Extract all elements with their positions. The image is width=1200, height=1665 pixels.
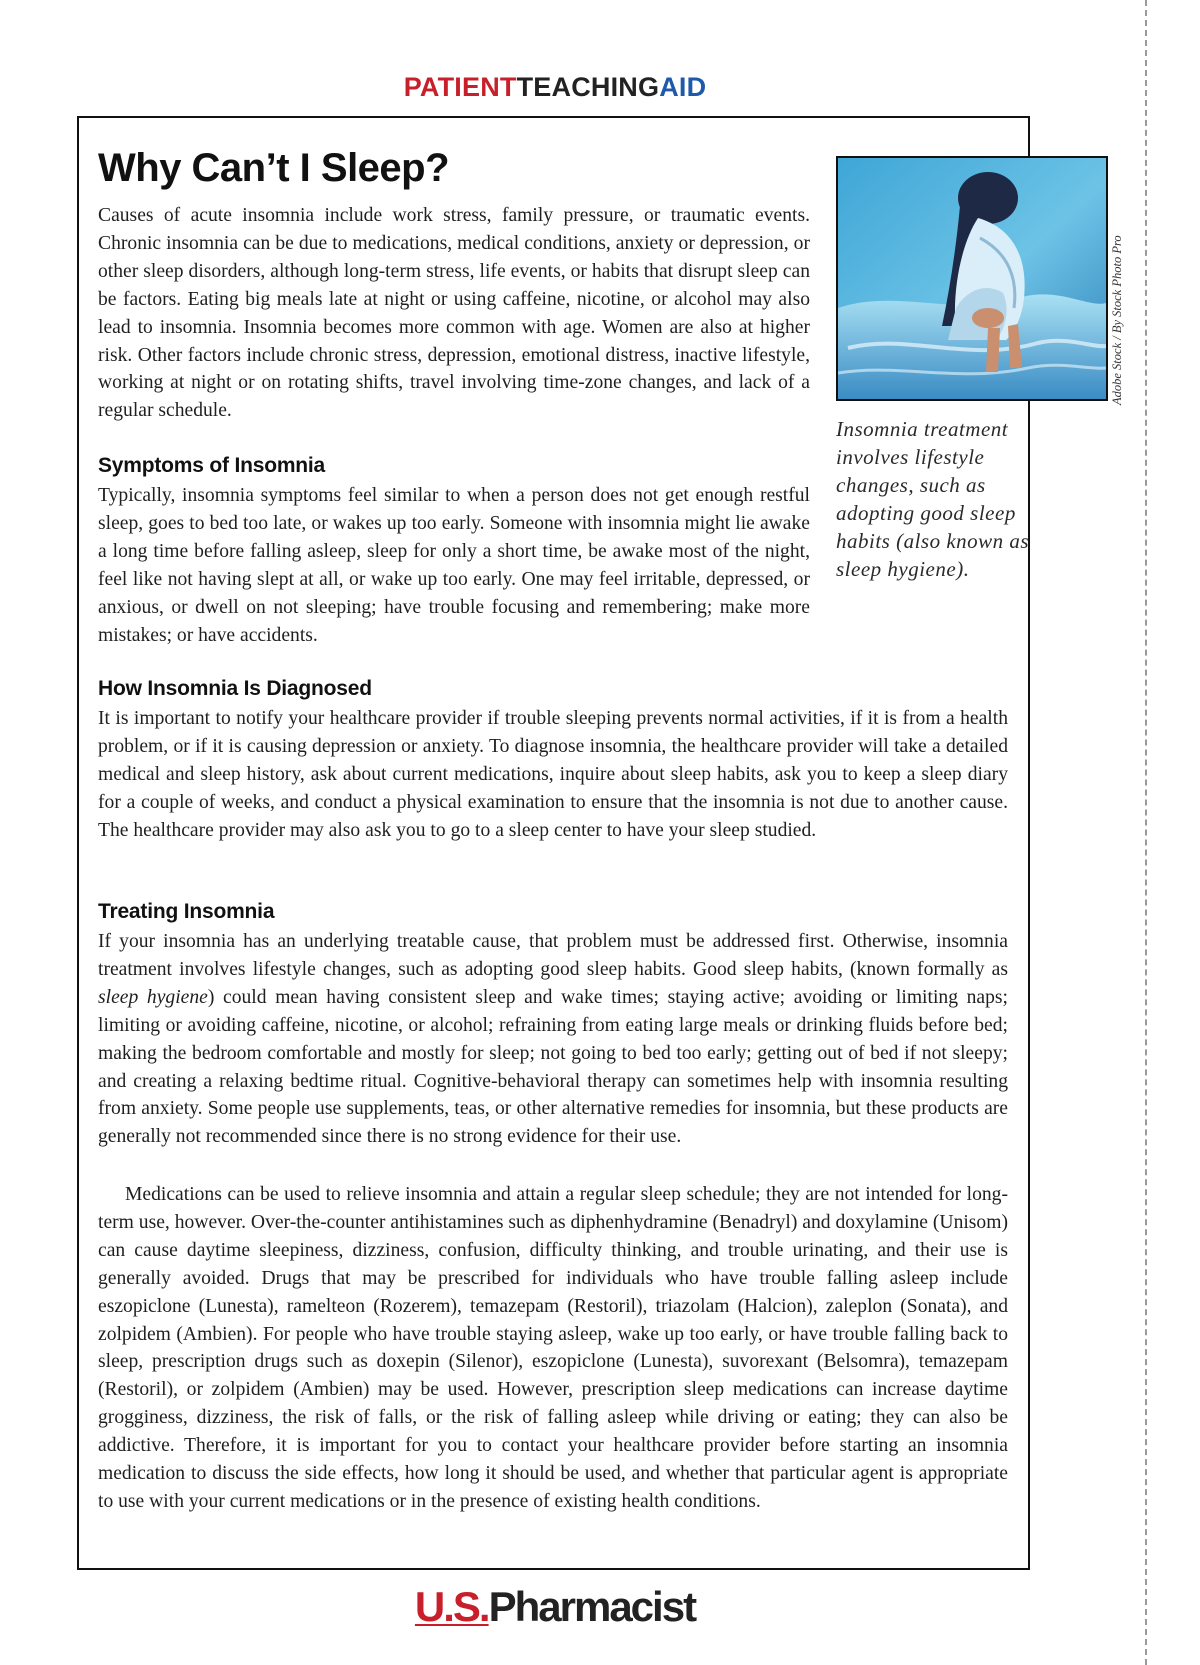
- us-pharmacist-logo: [0, 1583, 1110, 1631]
- patient-teaching-aid-header: [0, 72, 1110, 103]
- treating-heading: Treating Insomnia: [98, 900, 275, 923]
- symptoms-heading: Symptoms of Insomnia: [98, 454, 326, 477]
- page-edge-dashed-line: [1145, 0, 1147, 1665]
- medications-paragraph: Medications can be used to relieve insomnia and attain a regular sleep schedule; they are not intended for long-term use, however. Over-the-counter antihistamines such as diphenhydramine (Benadryl) and doxylamine (Unisom) can cause daytime sleepiness, dizziness, confusion, difficulty thinking, and trouble urinating, and their use is generally avoided. Drugs that may be prescribed for individuals who have trouble falling asleep include eszopiclone (Lunesta), ramelteon (Rozerem), temazepam (Restoril), triazolam (Halcion), zaleplon (Sonata), and zolpidem (Ambien). For people who have trouble staying asleep, wake up too early, or have trouble falling back to sleep, prescription drugs such as doxepin (Silenor), eszopiclone (Lunesta), suvorexant (Belsomra), temazepam (Restoril), or zolpidem (Ambien) may be used. However, prescription sleep medications can increase daytime grogginess, dizziness, the risk of falls, or the risk of falling asleep while driving or eating; they can also be addictive. Therefore, it is important for you to contact your healthcare provider before starting an insomnia medication to discuss the side effects, how long it should be used, and whether that particular agent is appropriate to use with your current medications or in the presence of existing health conditions.: [98, 1184, 1008, 1512]
- photo-caption: Insomnia treatment involves lifestyle changes, such as adopting good sleep habits (also known as sleep hygiene).: [836, 417, 1030, 581]
- header-teaching: TEACHING: [516, 72, 660, 102]
- diagnosis-paragraph: It is important to notify your healthcare provider if trouble sleeping prevents normal activities, if it is from a health problem, or if it is causing depression or anxiety. To diagnose insomnia, the healthcare provider will take a detailed medical and sleep history, ask about current medications, inquire about sleep habits, ask you to keep a sleep diary for a couple of weeks, and conduct a physical examination to ensure that the insomnia is not due to another cause. The healthcare provider may also ask you to go to a sleep center to have your sleep studied.: [98, 708, 1008, 841]
- article-title: Why Can’t I Sleep?: [98, 146, 450, 190]
- treating-text-before: If your insomnia has an underlying treatable cause, that problem must be addressed first. Otherwise, insomnia treatment involves lifestyle changes, such as adopting good sleep habits. Good sleep habits, (known formally as: [98, 931, 1008, 980]
- intro-paragraph: Causes of acute insomnia include work stress, family pressure, or traumatic events. Chronic insomnia can be due to medications, medical conditions, anxiety or depression, or other sleep disorders, although long-term stress, life events, or habits that disrupt sleep can be factors. Eating big meals late at night or using caffeine, nicotine, or alcohol may also lead to insomnia. Insomnia becomes more common with age. Women are also at higher risk. Other factors include chronic stress, depression, emotional distress, inactive lifestyle, working at night or on rotating shifts, travel involving time-zone changes, and lack of a regular schedule.: [98, 205, 810, 422]
- insomnia-photo: [836, 156, 1108, 401]
- diagnosis-heading: How Insomnia Is Diagnosed: [98, 677, 372, 700]
- logo-us: U.S.: [414, 1583, 489, 1630]
- woman-sitting-in-bed-image: [838, 158, 1106, 399]
- photo-credit: Adobe Stock / By Stock Photo Pro: [1110, 235, 1124, 405]
- symptoms-paragraph: Typically, insomnia symptoms feel similar to when a person does not get enough restful sleep, goes to bed too late, or wakes up too early. Someone with insomnia might lie awake a long time before falling asleep, sleep for only a short time, be awake most of the night, feel like not having slept at all, or wake up too early. One may feel irritable, depressed, or anxious, or dwell on not sleeping; have trouble focusing and remembering; make more mistakes; or have accidents.: [98, 485, 810, 646]
- header-patient: PATIENT: [403, 72, 517, 102]
- header-aid: AID: [659, 72, 707, 102]
- sleep-hygiene-term: sleep hygiene: [98, 986, 208, 1008]
- logo-pharmacist: Pharmacist: [488, 1583, 696, 1630]
- treating-text-after: ) could mean having consistent sleep and wake times; staying active; avoiding or limiting naps; limiting or avoiding caffeine, nicotine, or alcohol; refraining from eating large meals or drinking fluids before bed; making the bedroom comfortable and mostly for sleep; not going to bed too early; getting out of bed if not sleepy; and creating a relaxing bedtime ritual. Cognitive-behavioral therapy can sometimes help with insomnia resulting from anxiety. Some people use supplements, teas, or other alternative remedies for insomnia, but these products are generally not recommended since there is no strong evidence for their use.: [98, 986, 1008, 1148]
- treating-paragraph: [98, 928, 1008, 1151]
